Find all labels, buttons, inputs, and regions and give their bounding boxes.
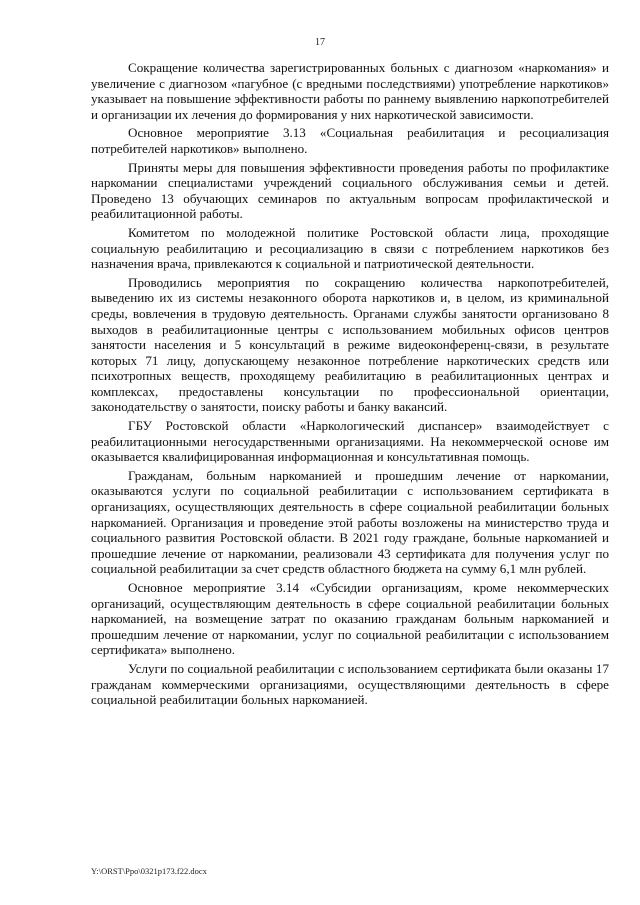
footer-file-path: Y:\ORST\Ppo\0321p173.f22.docx xyxy=(91,866,207,876)
paragraph: Основное мероприятие 3.13 «Социальная реабилитация и ресоциализация потребителей наркотиков» выполнено. xyxy=(91,125,609,156)
document-body xyxy=(91,60,609,708)
paragraph: Услуги по социальной реабилитации с использованием сертификата были оказаны 17 гражданам коммерческими организациями, осуществляющими деятельность в сфере социальной реабилитации больных наркоманией. xyxy=(91,660,609,708)
paragraph: Приняты меры для повышения эффективности проведения работы по профилактике наркомании специалистами учреждений социального обслуживания семьи и детей. Проведено 13 обучающих семинаров по актуальным вопросам профилактической и реабилитационной работы. xyxy=(91,159,609,222)
paragraph: Гражданам, больным наркоманией и прошедшим лечение от наркомании, оказываются услуги по социальной реабилитации с использованием сертификата в организациях, осуществляющих деятельность в сфере социальной реабилитации больных наркоманией. Организация и проведение этой работы возложены на министерство труда и социального развития Ростовской области. В 2021 году граждане, больные наркоманией и прошедшие лечение от наркомании, реализовали 43 сертификата для получения услуг по социальной реабилитации за счет средств областного бюджета на сумму 6,1 млн рублей. xyxy=(91,467,609,577)
paragraph: ГБУ Ростовской области «Наркологический диспансер» взаимодействует с реабилитационными негосударственными организациями. На некоммерческой основе им оказывается квалифицированная информационная и консультативная помощь. xyxy=(91,418,609,465)
paragraph: Проводились мероприятия по сокращению количества наркопотребителей, выведению их из системы незаконного оборота наркотиков и, в целом, из криминальной среды, вовлечения в трудовую деятельность. Органами службы занятости организовано 8 выходов в реабилитационные центры с использованием мобильных офисов центров занятости населения и 5 консультаций в режиме видеоконференц-связи, в результате которых 71 лицу, допускающему незаконное потребление наркотических средств или психотропных веществ, проходящему реабилитацию в реабилитационных центрах и комплексах, предоставлены консультации по профессиональной ориентации, законодательству о занятости, поиску работы и банку вакансий. xyxy=(91,274,609,415)
paragraph: Комитетом по молодежной политике Ростовской области лица, проходящие социальную реабилитацию и ресоциализацию в связи с потреблением наркотиков без назначения врача, привлекаются к социальной и патриотической деятельности. xyxy=(91,224,609,272)
page-number: 17 xyxy=(315,37,325,48)
paragraph: Основное мероприятие 3.14 «Субсидии организациям, кроме некоммерческих организаций, осуществляющим деятельность в сфере социальной реабилитации больных наркоманией, на возмещение затрат по оказанию гражданам больным наркоманией и прошедшим лечение от наркомании, услуг по социальной реабилитации с использованием сертификата» выполнено. xyxy=(91,580,609,658)
paragraph: Сокращение количества зарегистрированных больных с диагнозом «наркомания» и увеличение с диагнозом «пагубное (с вредными последствиями) употребление наркотиков» указывает на повышение эффективности работы по раннему выявлению наркопотребителей и организации их лечения до формирования у них наркотической зависимости. xyxy=(91,60,609,122)
